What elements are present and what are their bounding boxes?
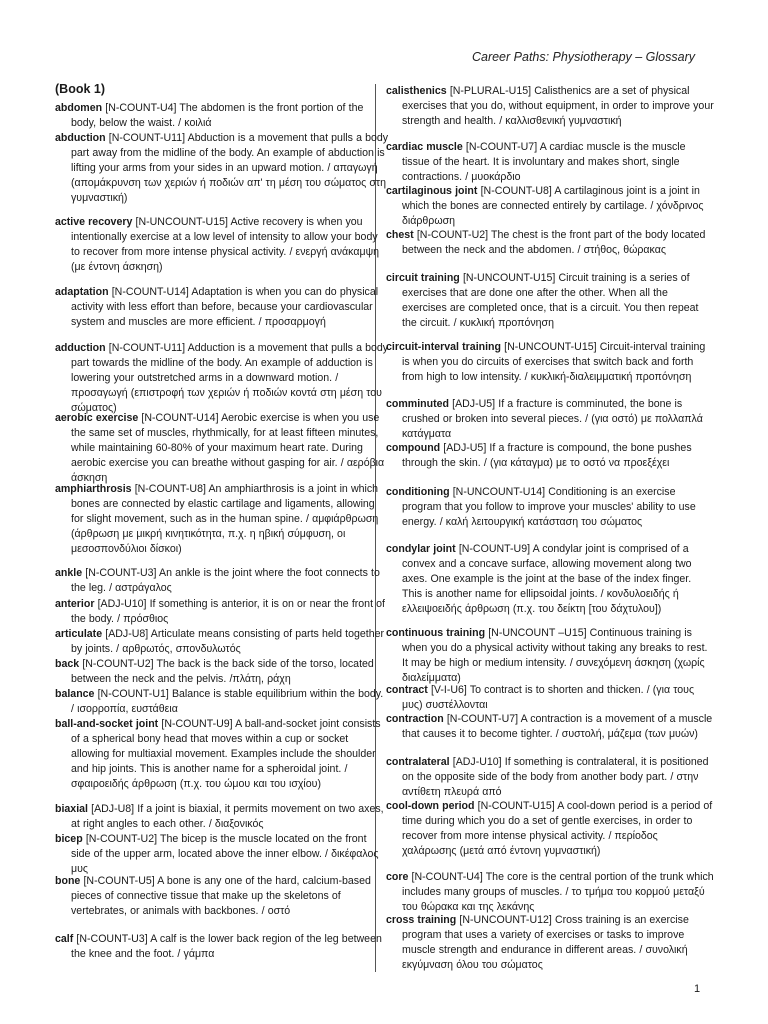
glossary-term: calf <box>55 933 74 945</box>
glossary-definition: [V-I-U6] To contract is to shorten and thicken. / (για τους μυς) συστέλλονται <box>402 684 695 711</box>
glossary-definition: [ADJ-U10] If something is anterior, it is on or near the front of the body. / πρόσθιος <box>71 598 385 625</box>
glossary-entry <box>386 184 714 229</box>
glossary-entry <box>386 340 714 385</box>
glossary-term: bicep <box>55 833 83 845</box>
glossary-definition: [N-COUNT-U2] The bicep is the muscle located on the front side of the upper arm, located above the inner elbow. / δικέφαλος μυς <box>71 833 379 875</box>
glossary-definition: [N-COUNT-U5] A bone is any one of the hard, calcium-based pieces of connective tissue that make up the skeletons of vertebrates, or animals with backbones. / οστό <box>71 875 371 917</box>
glossary-definition: [N-UNCOUNT-U14] Conditioning is an exercise program that you follow to improve your muscles' ability to use energy. / καλή λειτουργική κατάσταση του σώματος <box>402 486 696 528</box>
glossary-term: calisthenics <box>386 85 447 97</box>
book-label: (Book 1) <box>55 82 105 96</box>
glossary-term: contralateral <box>386 756 450 768</box>
glossary-term: anterior <box>55 598 95 610</box>
glossary-entry <box>55 717 389 792</box>
glossary-entry <box>55 627 389 657</box>
glossary-definition: [N-COUNT-U8] An amphiarthrosis is a joint in which bones are connected by elastic cartilage and ligaments, allowing for slight movement, such as in the human spine. / αμφιάρθρωση (άρθρωση με μικρή κινητικότητα, π.χ. η ηβική σύμφυση, οι μεσοσπονδύλιοι δίσκοι) <box>71 483 379 555</box>
glossary-term: balance <box>55 688 95 700</box>
glossary-entry <box>55 932 389 962</box>
glossary-term: adaptation <box>55 286 109 298</box>
glossary-term: condylar joint <box>386 543 456 555</box>
glossary-term: ball-and-socket joint <box>55 718 159 730</box>
glossary-entry <box>386 626 714 686</box>
glossary-term: amphiarthrosis <box>55 483 132 495</box>
glossary-term: circuit training <box>386 272 460 284</box>
glossary-definition: [ADJ-U5] If a fracture is compound, the bone pushes through the skin. / (για κάταγμα) με το οστό να προεξέχει <box>402 442 692 469</box>
glossary-term: articulate <box>55 628 103 640</box>
glossary-term: cartilaginous joint <box>386 185 478 197</box>
glossary-entry <box>55 874 389 919</box>
glossary-entry <box>386 397 714 442</box>
glossary-definition: [N-COUNT-U4] The abdomen is the front portion of the body, below the waist. / κοιλιά <box>71 102 364 129</box>
glossary-term: abduction <box>55 132 106 144</box>
glossary-definition: [N-COUNT-U4] The core is the central portion of the trunk which includes many groups of muscles. / το τμήμα του κορμού μεταξύ του θώρακα και της λεκάνης <box>402 871 714 913</box>
glossary-entry <box>55 341 389 416</box>
glossary-definition: [N-UNCOUNT-U15] Circuit-interval training is when you do circuits of exercises that switch back and forth from high to low intensity. / κυκλική-διαλειμματική προπόνηση <box>402 341 706 383</box>
glossary-term: chest <box>386 229 414 241</box>
glossary-definition: [N-COUNT-U7] A cardiac muscle is the muscle tissue of the heart. It is involuntary and makes short, single contractions. / μυοκάρδιο <box>402 141 686 183</box>
glossary-entry <box>55 657 389 687</box>
glossary-term: contraction <box>386 713 444 725</box>
glossary-entry <box>386 271 714 331</box>
glossary-definition: [N-UNCOUNT –U15] Continuous training is when you do a physical activity without taking any breaks to rest. It may be high or medium intensity. / συνεχόμενη άσκηση (χωρίς διαλείμματα) <box>402 627 708 684</box>
glossary-term: comminuted <box>386 398 449 410</box>
glossary-term: ankle <box>55 567 83 579</box>
glossary-definition: [N-UNCOUNT-U15] Active recovery is when you intentionally exercise at a low level of intensity to allow your body to recover from more intense physical activity. / ενεργή ανάκαμψη (με έντονη άσκηση) <box>71 216 380 273</box>
running-header: Career Paths: Physiotherapy – Glossary <box>471 50 695 64</box>
glossary-definition: [N-PLURAL-U15] Calisthenics are a set of physical exercises that you do, without equipment, in order to improve your strength and health. / καλλισθενική γυμναστική <box>402 85 714 127</box>
glossary-entry <box>386 140 714 185</box>
glossary-entry <box>386 228 714 258</box>
glossary-definition: [N-COUNT-U9] A ball-and-socket joint consists of a spherical bony head that moves within a cup or socket allowing for multiaxial movement. Examples include the shoulder and hip joints. This is another name for a spheroidal joint. / σφαιροειδής άρθρωση (π.χ. του ώμου και του ισχίου) <box>71 718 381 790</box>
glossary-entry <box>55 215 389 275</box>
glossary-entry <box>55 411 389 486</box>
glossary-entry <box>55 285 389 330</box>
glossary-term: aerobic exercise <box>55 412 139 424</box>
glossary-entry <box>386 755 714 800</box>
glossary-definition: [N-COUNT-U14] Aerobic exercise is when you use the same set of muscles, rhythmically, for at least fifteen minutes, while maintaining 60-80% of your maximum heart rate. During aerobic exercise you can breathe without gasping for air. / αερόβια άσκηση <box>71 412 385 484</box>
glossary-term: continuous training <box>386 627 486 639</box>
glossary-entry <box>55 687 389 717</box>
glossary-entry <box>386 870 714 915</box>
glossary-entry <box>386 441 714 471</box>
glossary-definition: [N-UNCOUNT-U12] Cross training is an exercise program that uses a variety of exercises or tasks to improve muscle strength and endurance in different areas. / συνολική εκγύμναση όλου του σώματος <box>402 914 689 971</box>
glossary-entry <box>386 913 714 973</box>
glossary-definition: [ADJ-U8] Articulate means consisting of parts held together by joints. / αρθρωτός, σπονδυλωτός <box>71 628 385 655</box>
glossary-definition: [N-COUNT-U7] A contraction is a movement of a muscle that causes it to become tighter. / συστολή, μάζεμα (των μυών) <box>402 713 713 740</box>
glossary-definition: [ADJ-U8] If a joint is biaxial, it permits movement on two axes, at right angles to each other. / διαξονικός <box>71 803 384 830</box>
glossary-definition: [ADJ-U5] If a fracture is comminuted, the bone is crushed or broken into several pieces. / (για οστό) με πολλαπλά κατάγματα <box>402 398 703 440</box>
glossary-term: core <box>386 871 409 883</box>
glossary-entry <box>55 482 389 557</box>
glossary-entry <box>386 542 714 617</box>
glossary-term: cross training <box>386 914 457 926</box>
glossary-entry <box>55 131 389 206</box>
glossary-term: adduction <box>55 342 106 354</box>
glossary-entry <box>386 683 714 713</box>
glossary-definition: [N-COUNT-U11] Adduction is a movement that pulls a body part towards the midline of the body. An example of adduction is lowering your outstretched arms in a downward motion. / προσαγωγή (επιστροφή των χεριών ή ποδιών κοντά στη μέση του σώματος) <box>71 342 389 414</box>
glossary-definition: [N-COUNT-U3] An ankle is the joint where the foot connects to the leg. / αστράγαλος <box>71 567 380 594</box>
glossary-definition: [N-COUNT-U1] Balance is stable equilibrium within the body. / ισορροπία, ευστάθεια <box>71 688 384 715</box>
glossary-term: conditioning <box>386 486 450 498</box>
glossary-definition: [N-COUNT-U15] A cool-down period is a period of time during which you do a set of gentle exercises, in order to recover from more intense physical activity. / περίοδος χαλάρωσης (μετά από έντονη γυμναστική) <box>402 800 713 857</box>
glossary-definition: [N-UNCOUNT-U15] Circuit training is a series of exercises that are done one after the other. When all the exercises are completed once, that is a circuit. You then repeat the circuit. / κυκλική προπόνηση <box>402 272 699 329</box>
glossary-definition: [N-COUNT-U2] The chest is the front part of the body located between the neck and the abdomen. / στήθος, θώρακας <box>402 229 706 256</box>
glossary-definition: [N-COUNT-U14] Adaptation is when you can do physical activity with less effort than before, because your cardiovascular system and muscles are more efficient. / προσαρμογή <box>71 286 379 328</box>
glossary-term: contract <box>386 684 428 696</box>
glossary-definition: [N-COUNT-U8] A cartilaginous joint is a joint in which the bones are connected entirely by cartilage. / χόνδρινος διάρθρωση <box>402 185 704 227</box>
glossary-entry <box>386 485 714 530</box>
glossary-term: active recovery <box>55 216 133 228</box>
glossary-definition: [ADJ-U10] If something is contralateral, it is positioned on the opposite side of the body from another body part. / στην αντίθετη πλευρά από <box>402 756 709 798</box>
glossary-definition: [N-COUNT-U2] The back is the back side of the torso, located between the neck and the pelvis. /πλάτη, ράχη <box>71 658 374 685</box>
glossary-entry <box>55 832 389 877</box>
glossary-entry <box>55 802 389 832</box>
glossary-definition: [N-COUNT-U11] Abduction is a movement that pulls a body part away from the midline of the body. An example of abduction is lifting your arms from your sides in an upward motion. / απαγωγή (απομάκρυνση των χεριών ή ποδιών απ' τη μέση του σώματος στη γυμναστική) <box>71 132 389 204</box>
glossary-entry <box>386 712 714 742</box>
glossary-definition: [N-COUNT-U9] A condylar joint is comprised of a convex and a concave surface, allowing movement along two axes. One example is the joint at the base of the index finger. This is another name for ellipsoidal joints. / κονδυλοειδής ή ελλειψοειδής άρθρωση (π.χ. του δείκτη [του δάχτυλου]) <box>402 543 692 615</box>
glossary-term: cool-down period <box>386 800 475 812</box>
glossary-entry <box>55 101 389 131</box>
glossary-term: back <box>55 658 80 670</box>
glossary-entry <box>386 799 714 859</box>
page-number: 1 <box>694 983 701 995</box>
glossary-entry <box>386 84 714 129</box>
glossary-term: compound <box>386 442 441 454</box>
glossary-term: cardiac muscle <box>386 141 463 153</box>
glossary-definition: [N-COUNT-U3] A calf is the lower back region of the leg between the knee and the foot. / γάμπα <box>71 933 382 960</box>
glossary-term: bone <box>55 875 81 887</box>
glossary-term: circuit-interval training <box>386 341 501 353</box>
glossary-term: biaxial <box>55 803 88 815</box>
glossary-term: abdomen <box>55 102 103 114</box>
glossary-entry <box>55 566 389 596</box>
glossary-entry <box>55 597 389 627</box>
